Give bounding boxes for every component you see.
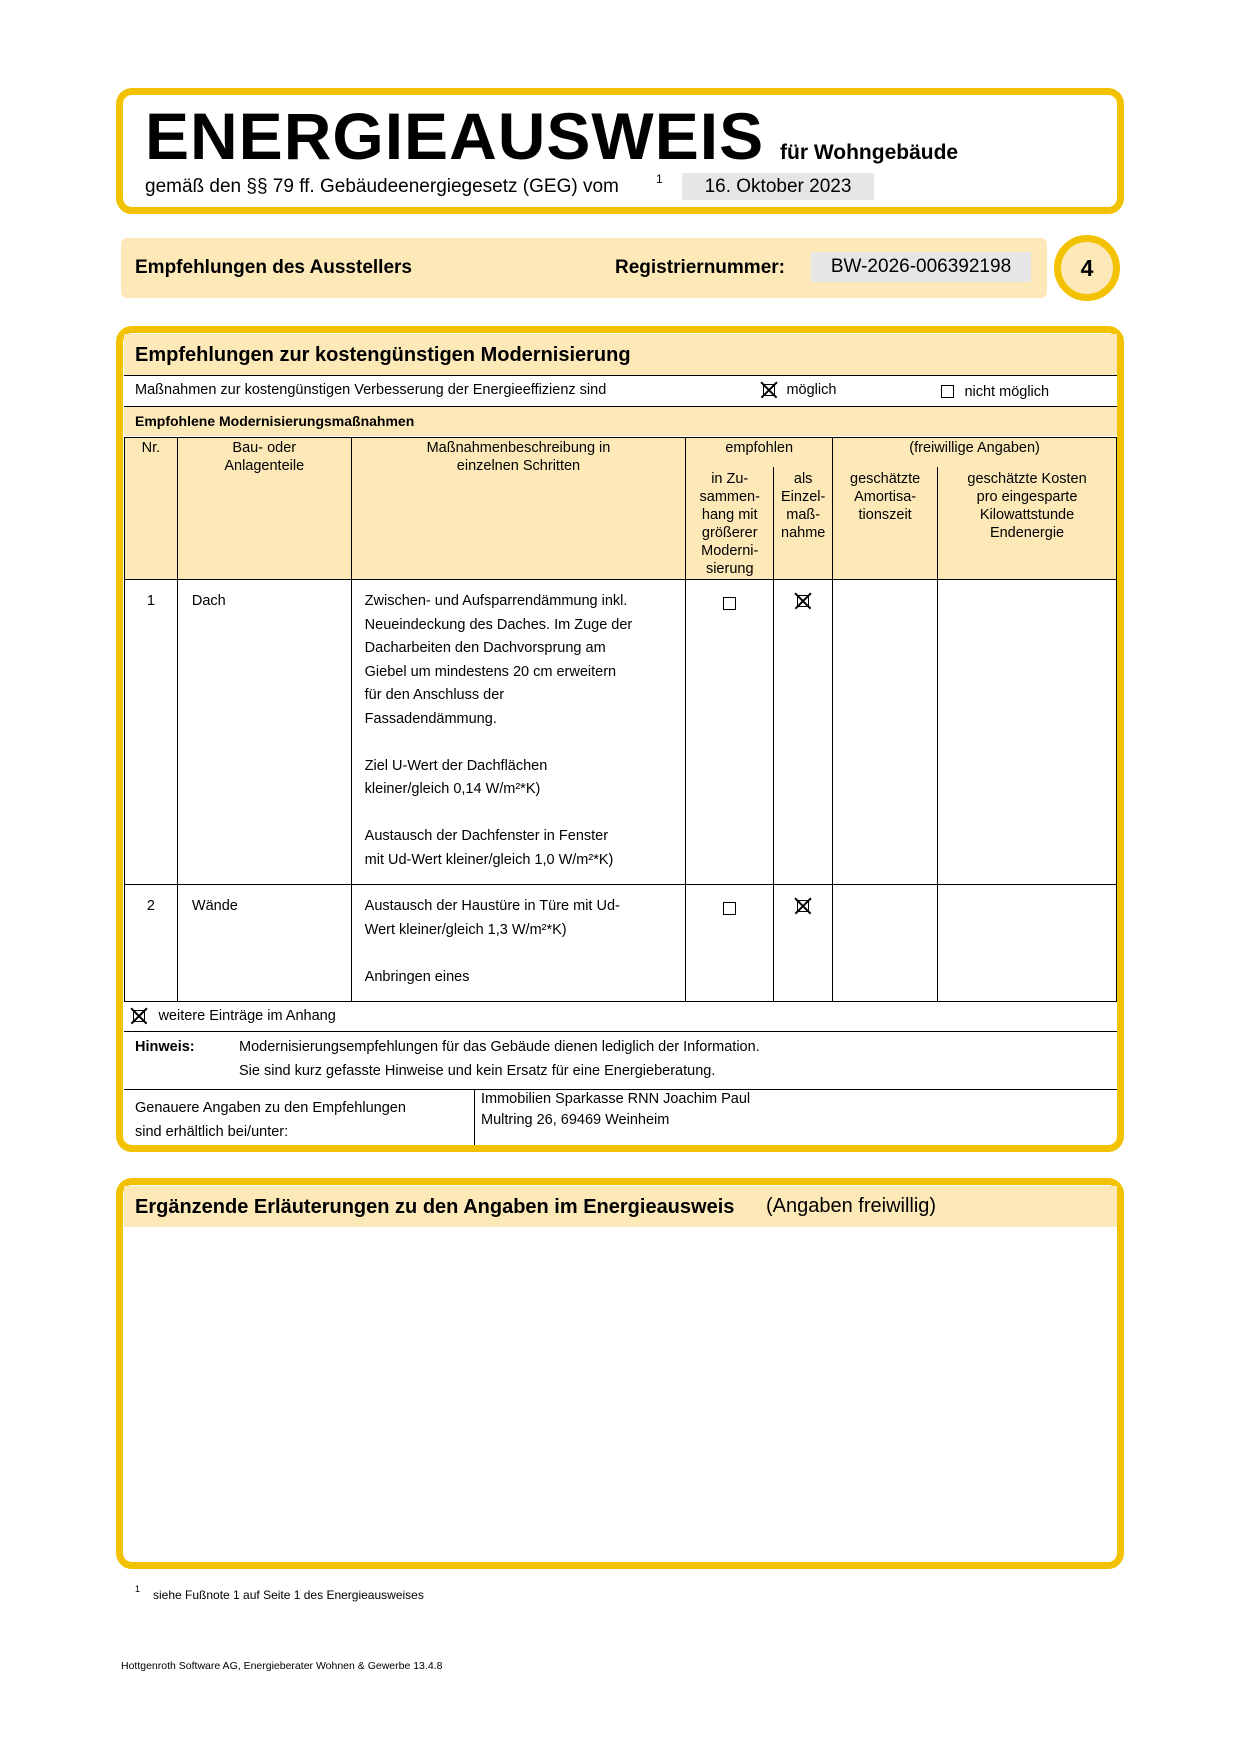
law-date: 16. Oktober 2023 [704,176,852,197]
header-box [116,88,1124,214]
recommended-heading-bar [124,407,1117,436]
col-voluntary: (freiwillige Angaben) [833,438,1117,467]
checkbox-checked-icon[interactable] [794,897,812,915]
further-entries-label: weitere Einträge im Anhang [158,1008,336,1025]
software-credit: Hottgenroth Software AG, Energieberater Wohnen & Gewerbe 13.4.8 [121,1660,443,1672]
note-line-2: Sie sind kurz gefasste Hinweise und kein Ersatz für eine Energieberatung. [239,1063,716,1079]
checkbox-empty-icon[interactable] [723,597,736,610]
col-nr: Nr. [125,438,178,580]
row-individual [774,885,833,1002]
footnote-mark: 1 [135,1584,141,1594]
registration-number-field [811,252,1031,282]
col-component: Bau- oder Anlagenteile [177,438,351,580]
col-costs: geschätzte Kosten pro eingesparte Kilowattstunde Endenergie [938,467,1117,580]
measures-text: Maßnahmen zur kostengünstigen Verbesserung der Energieeffizienz sind [135,382,607,398]
registration-number: BW-2026-006392198 [830,256,1012,277]
banner [121,238,1047,298]
row-individual [774,580,833,885]
law-footnote-mark: 1 [656,172,663,186]
row-in-context [686,885,774,1002]
col-in-context: in Zu-sammen-hang mit größerer Moderni-sierung [686,467,774,580]
recommended-heading: Empfohlene Modernisierungsmaßnahmen [135,413,415,429]
checkbox-checked-icon[interactable] [130,1007,148,1025]
recommendations-title-bar [124,334,1117,375]
info-value-1: Immobilien Sparkasse RNN Joachim Paul [481,1091,751,1107]
explanations-note: (Angaben freiwillig) [766,1195,937,1217]
option-possible[interactable] [760,381,836,399]
col-recommended: empfohlen [686,438,833,467]
row-in-context [686,580,774,885]
row-costs [938,580,1117,885]
law-reference: gemäß den §§ 79 ff. Gebäudeenergiegesetz (GEG) vom [145,176,619,197]
checkbox-empty-icon[interactable] [723,902,736,915]
row-description: Austausch der Haustüre in Türe mit Ud- Wert kleiner/gleich 1,3 W/m²*K) Anbringen eines [351,885,686,1002]
row-amortization [833,885,938,1002]
measures-table [124,437,1117,1002]
note-label: Hinweis: [135,1039,195,1055]
option-not-possible-label: nicht möglich [964,384,1050,400]
row-component: Dach [177,580,351,885]
row-nr: 2 [125,885,178,1002]
explanations-title: Ergänzende Erläuterungen zu den Angaben im Energieausweis [135,1196,735,1218]
checkbox-checked-icon[interactable] [760,381,778,399]
row-nr: 1 [125,580,178,885]
info-label-2: sind erhältlich bei/unter: [135,1124,289,1140]
row-description: Zwischen- und Aufsparrendämmung inkl. Neueindeckung des Daches. Im Zuge der Dacharbeiten den Dachvorsprung am Giebel um mindestens 20 cm erweitern für den Anschluss der Fassadendämmung. Ziel U-Wert der Dachflächen kleiner/gleich 0,14 W/m²*K) Austausch der Dachfenster in Fenster mit Ud-Wert kleiner/gleich 1,0 W/m²*K) [351,580,686,885]
page-number: 4 [1080,255,1094,281]
explanations-title-bar [124,1186,1117,1227]
footnote-text: siehe Fußnote 1 auf Seite 1 des Energieausweises [153,1588,424,1602]
row-costs [938,885,1117,1002]
row-amortization [833,580,938,885]
page-number-badge [1054,235,1120,301]
option-not-possible[interactable] [941,383,1049,401]
further-entries[interactable] [130,1007,336,1025]
info-value-2: Multring 26, 69469 Weinheim [481,1112,670,1128]
banner-label: Empfehlungen des Ausstellers [135,257,412,278]
col-individual: als Einzel-maß-nahme [774,467,833,580]
note-line-1: Modernisierungsempfehlungen für das Gebäude dienen lediglich der Information. [239,1039,760,1055]
table-row [125,580,1117,885]
recommendations-title: Empfehlungen zur kostengünstigen Modernisierung [135,344,631,366]
registration-label: Registriernummer: [615,257,785,278]
document-title: ENERGIEAUSWEIS [145,99,765,173]
option-possible-label: möglich [786,382,837,399]
checkbox-empty-icon[interactable] [941,385,954,398]
table-row [125,885,1117,1002]
explanations-box [116,1178,1124,1569]
checkbox-checked-icon[interactable] [794,592,812,610]
col-amortization: geschätzte Amortisa-tionszeit [833,467,938,580]
info-label-1: Genauere Angaben zu den Empfehlungen [135,1100,406,1116]
row-component: Wände [177,885,351,1002]
law-date-field [682,173,874,200]
building-type: für Wohngebäude [780,141,959,164]
col-description: Maßnahmenbeschreibung in einzelnen Schritten [351,438,686,580]
